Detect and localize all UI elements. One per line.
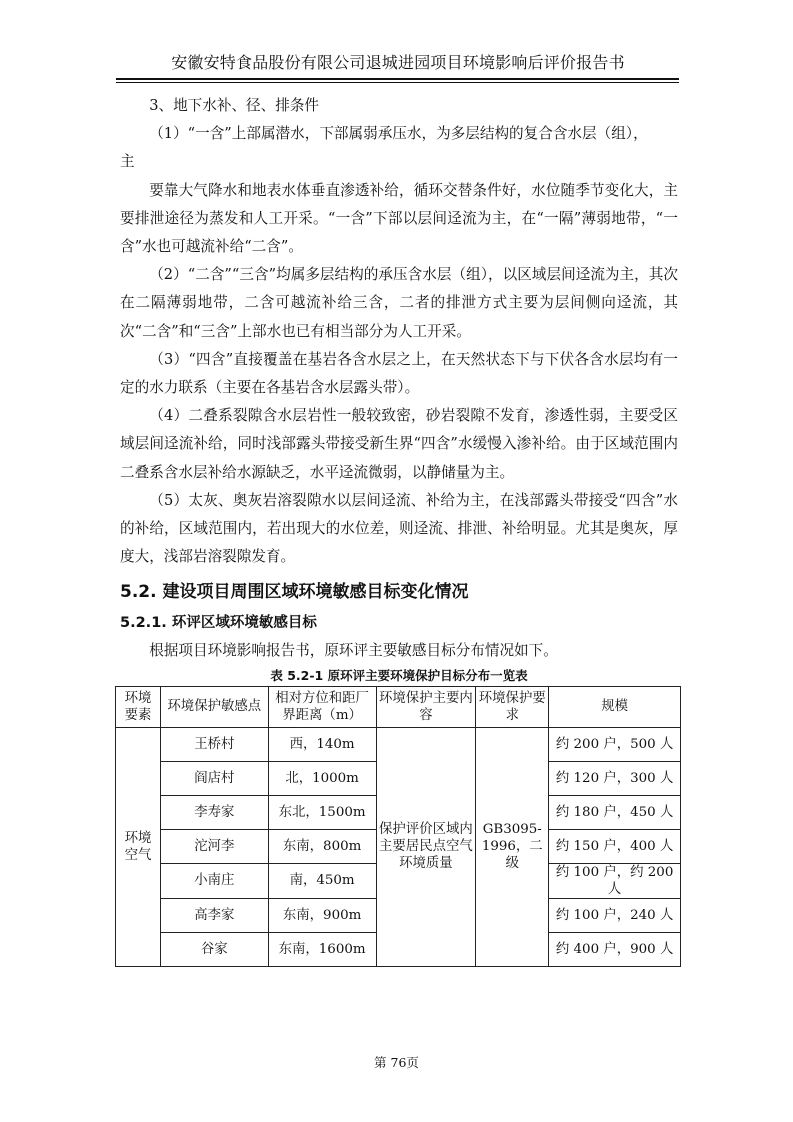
document-body (120, 92, 678, 967)
cell-scale: 约 200 户，500 人 (549, 727, 681, 761)
cell-point: 李寿家 (160, 795, 268, 829)
header-rule-thin (116, 82, 679, 83)
cell-distance: 南，450m (268, 863, 376, 898)
header-cell-point: 环境保护敏感点 (160, 686, 268, 727)
cell-element: 环境空气 (116, 727, 161, 966)
paragraph-5: （5）太灰、奥灰岩溶裂隙水以层间迳流、补给为主，在浅部露头带接受“四含”水的补给，区域范围内，若出现大的水位差，则迳流、排泄、补给明显。尤其是奥灰，厚度大，浅部岩溶裂隙发育。 (120, 491, 678, 566)
table-header-row (116, 686, 681, 727)
header-rule-thick (116, 78, 679, 80)
heading-5-2-1: 5.2.1. 环评区域环境敏感目标 (120, 615, 317, 632)
cell-point: 高李家 (160, 898, 268, 932)
cell-scale: 约 100 户，240 人 (549, 898, 681, 932)
page-number: 第 76页 (374, 1055, 419, 1070)
page-header-title: 安徽安特食品股份有限公司退城进园项目环境影响后评价报告书 (171, 53, 625, 72)
header-cell-element: 环境要素 (116, 686, 161, 727)
cell-distance: 西，140m (268, 727, 376, 761)
paragraph-4: （4）二叠系裂隙含水层岩性一般较致密，砂岩裂隙不发育，渗透性弱，主要受区域层间迳流补给，同时浅部露头带接受新生界“四含”水缓慢入渗补给。由于区域范围内二叠系含水层补给水源缺乏，水平迳流微弱，以静储量为主。 (120, 407, 678, 481)
paragraph-3: （3）“四含”直接覆盖在基岩各含水层之上，在天然状态下与下伏各含水层均有一定的水力联系（主要在各基岩含水层露头带）。 (120, 350, 678, 397)
table-row (116, 727, 681, 761)
cell-point: 小南庄 (160, 863, 268, 898)
cell-scale: 约 120 户，300 人 (549, 761, 681, 795)
header-cell-scale: 规模 (549, 686, 681, 727)
cell-scale: 约 150 户，400 人 (549, 829, 681, 863)
cell-distance: 东南，1600m (268, 932, 376, 966)
cell-point: 王桥村 (160, 727, 268, 761)
cell-distance: 东南，900m (268, 898, 376, 932)
cell-scale: 约 400 户，900 人 (549, 932, 681, 966)
paragraph-2: （2）“二含”“三含”均属多层结构的承压含水层（组），以区域层间迳流为主，其次在二隔薄弱地带，二含可越流补给三含，二者的排泄方式主要为层间侧向迳流，其次“二含”和“三含”上部水也已有相当部分为人工开采。 (120, 266, 678, 340)
paragraph-1-rest: 要靠大气降水和地表水体垂直渗透补给，循环交替条件好，水位随季节变化大，主要排泄途径为蒸发和人工开采。“一含”下部以层间迳流为主，在“一隔”薄弱地带，“一含”水也可越流补给“二含”。 (120, 181, 678, 256)
heading-5-2: 5.2. 建设项目周围区域环境敏感目标变化情况 (120, 582, 469, 603)
cell-distance: 北，1000m (268, 761, 376, 795)
cell-scale: 约 100 户，约 200 人 (549, 863, 681, 898)
cell-point: 沱河李 (160, 829, 268, 863)
cell-distance: 东南，800m (268, 829, 376, 863)
protection-targets-table (115, 686, 681, 967)
cell-point: 阎店村 (160, 761, 268, 795)
paragraph-1-line-2: 主 (120, 153, 135, 171)
header-cell-distance: 相对方位和距厂界距离（m） (268, 686, 376, 727)
cell-distance: 东北，1500m (268, 795, 376, 829)
table-caption: 表 5.2-1 原环评主要环境保护目标分布一览表 (270, 667, 528, 683)
cell-requirement: GB3095-1996，二级 (476, 727, 549, 966)
paragraph-intro: 根据项目环境影响报告书，原环评主要敏感目标分布情况如下。 (149, 642, 558, 660)
cell-scale: 约 180 户，450 人 (549, 795, 681, 829)
header-cell-content: 环境保护主要内容 (376, 686, 476, 727)
cell-point: 谷家 (160, 932, 268, 966)
section-heading-groundwater: 3、地下水补、径、排条件 (149, 97, 320, 114)
header-cell-requirement: 环境保护要求 (476, 686, 549, 727)
paragraph-1-line-1: （1）“一含”上部属潜水，下部属弱承压水，为多层结构的复合含水层（组）， (149, 125, 648, 143)
cell-content: 保护评价区域内主要居民点空气环境质量 (376, 727, 476, 966)
